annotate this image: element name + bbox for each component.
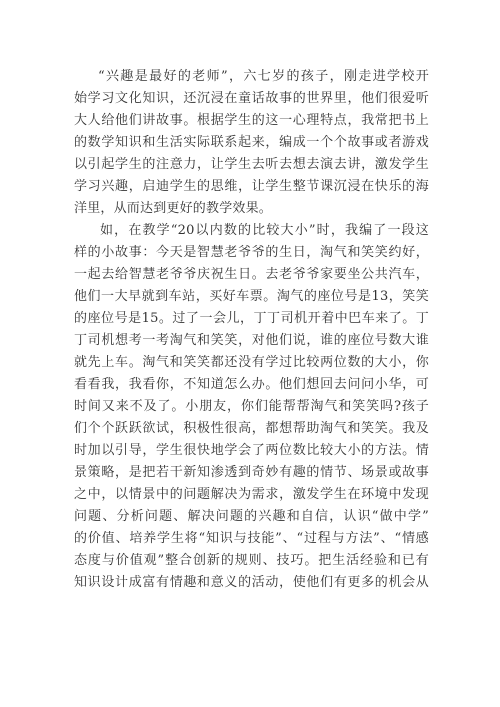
document-body (74, 66, 429, 594)
text-line: 的价值、培养学生将“知识与技能”、“过程与方法”、“情感 (74, 531, 429, 546)
text-line: 学习兴趣，启迪学生的思维，让学生整节课沉浸在快乐的海 (74, 179, 429, 194)
text-line: 景策略，是把若干新知渗透到奇妙有趣的情节、场景或故事 (74, 465, 429, 480)
text-line: 的座位号是15。过了一会儿，丁丁司机开着中巴车来了。丁 (74, 311, 429, 326)
text-line: 看看我，我看你，不知道怎么办。他们想回去问问小华，可 (74, 377, 429, 392)
text-line: 洋里，从而达到更好的教学效果。 (74, 201, 273, 216)
text-line: 的数学知识和生活实际联系起来，编成一个个故事或者游戏 (74, 135, 429, 150)
text-line: “兴趣是最好的老师”，六七岁的孩子，刚走进学校开 (98, 69, 429, 84)
text-line: 大人给他们讲故事。根据学生的这一心理特点，我常把书上 (74, 113, 429, 128)
text-line: 知识设计成富有情趣和意义的活动，使他们有更多的机会从 (74, 575, 429, 590)
text-line: 一起去给智慧老爷爷庆祝生日。去老爷爷家要坐公共汽车， (74, 267, 429, 282)
text-line: 始学习文化知识，还沉浸在童话故事的世界里，他们很爱听 (74, 91, 429, 106)
text-line: 以引起学生的注意力，让学生去听去想去演去讲，激发学生 (74, 157, 429, 172)
text-line: 时加以引导，学生很快地学会了两位数比较大小的方法。情 (74, 443, 429, 458)
text-line: 就先上车。淘气和笑笑都还没有学过比较两位数的大小，你 (74, 355, 429, 370)
text-line: 丁司机想考一考淘气和笑笑，对他们说，谁的座位号数大谁 (74, 333, 429, 348)
text-line: 态度与价值观”整合创新的规则、技巧。把生活经验和已有 (74, 553, 429, 568)
text-line: 之中，以情景中的问题解决为需求，激发学生在环境中发现 (74, 487, 429, 502)
text-line: 问题、分析问题、解决问题的兴趣和自信，认识“做中学” (74, 509, 429, 524)
text-line: 时间又来不及了。小朋友，你们能帮帮淘气和笑笑吗?孩子 (74, 399, 429, 414)
text-line: 他们一大早就到车站，买好车票。淘气的座位号是13，笑笑 (74, 289, 429, 304)
text-line: 样的小故事：今天是智慧老爷爷的生日，淘气和笑笑约好， (74, 245, 429, 260)
text-line: 们个个跃跃欲试，积极性很高，都想帮助淘气和笑笑。我及 (74, 421, 429, 436)
text-line: 如，在教学“20以内数的比较大小”时，我编了一段这 (100, 223, 429, 238)
